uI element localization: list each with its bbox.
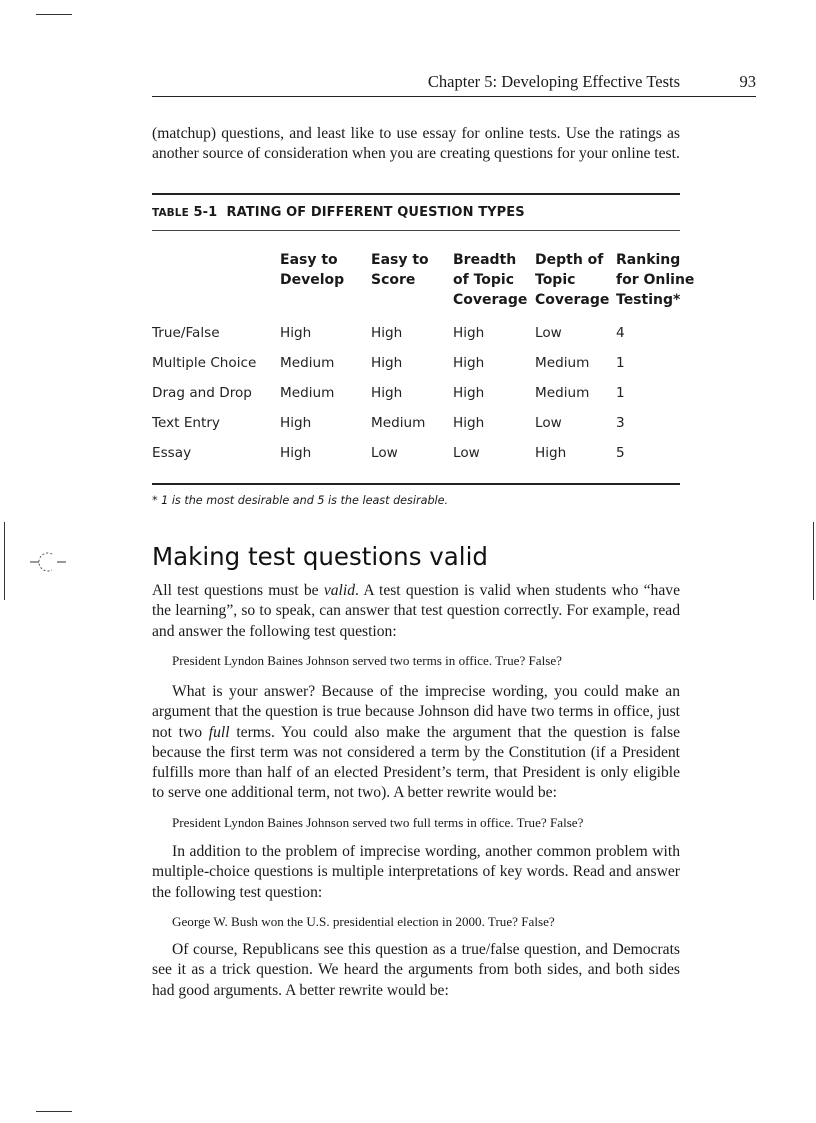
column-header-ranking: Ranking for Online Testing* [616,252,695,308]
body-paragraph-1 [152,581,680,642]
table-caption [152,205,525,220]
table-cell: Low [371,445,398,461]
page-number: 93 [739,72,756,91]
table-cell: High [371,355,403,371]
text-run: All test questions must be [152,582,324,599]
table-cell: Low [535,325,562,341]
example-question-1: President Lyndon Baines Johnson served two terms in office. True? False? [172,653,562,668]
table-cell: 5 [616,445,625,461]
body-paragraph-3: In addition to the problem of imprecise wording, another common problem with multiple-choice questions is multiple interpretations of key words. Read and answer the following test question: [152,843,680,901]
table-cell: Low [535,415,562,431]
row-label-text-entry: Text Entry [152,415,220,431]
table-caption-number: 5-1 [193,205,218,220]
registration-mark-icon [30,550,66,574]
table-cell: High [280,415,312,431]
section-heading: Making test questions valid [152,542,488,571]
table-cell: High [453,325,485,341]
table-cell: Low [453,445,480,461]
body-paragraph-4: Of course, Republicans see this question as a true/false question, and Democrats see it as a trick question. We heard the arguments from both sides, and both sides had good arguments. A better rewrite would be: [152,941,680,999]
running-title: Chapter 5: Developing Effective Tests [427,72,680,91]
table-cell: High [371,325,403,341]
intro-paragraph: (matchup) questions, and least like to use essay for online tests. Use the ratings as another source of consideration when you are creating questions for your online test. [152,125,680,163]
table-top-rule [152,193,680,195]
table-cell: High [280,445,312,461]
emphasis-full: full [208,723,230,741]
crop-mark-bottom [36,1111,72,1112]
body-paragraph-2 [152,682,680,804]
table-cell: 4 [616,325,625,341]
row-label-essay: Essay [152,445,192,461]
column-header-easy-to-develop: Easy to Develop [280,252,345,288]
table-cell: 1 [616,385,625,401]
table-cell: Medium [280,385,335,401]
table-caption-title: RATING OF DIFFERENT QUESTION TYPES [226,205,525,220]
table-cell: High [453,415,485,431]
table-cell: High [453,355,485,371]
column-header-breadth: Breadth of Topic Coverage [453,252,528,308]
emphasis-valid: valid [323,582,356,599]
table-bottom-rule [152,483,680,485]
text-run: terms. You could also make the argument that the question is false because the first term was not considered a term by the Constitution (if a President fulfills more than half of an elected President’s term, that President is only eligible to serve one additional term, not two). A better rewrite would be: [152,723,680,802]
row-label-drag-and-drop: Drag and Drop [152,385,252,401]
example-question-2: President Lyndon Baines Johnson served two full terms in office. True? False? [172,815,584,830]
table-cell: 3 [616,415,625,431]
running-header [152,72,756,97]
table-cell: High [453,385,485,401]
table-cell: High [535,445,567,461]
text-run: . A test question is valid when students who “have the learning”, so to speak, can answer that test question correctly. For example, read and answer the following test question: [152,582,680,640]
row-label-multiple-choice: Multiple Choice [152,355,257,371]
crop-mark-left [4,522,5,600]
example-question-3: George W. Bush won the U.S. presidential election in 2000. True? False? [172,914,555,929]
table-cell: Medium [371,415,426,431]
text-run: What is your answer? Because of the imprecise wording, you could make an argument that the question is true because Johnson did have two terms in office, just not two [152,683,680,741]
table-cell: High [371,385,403,401]
crop-mark-right [813,522,814,600]
table-cell: High [280,325,312,341]
table-cell: Medium [535,355,590,371]
table-footnote: * 1 is the most desirable and 5 is the least desirable. [152,494,449,507]
table-cell: Medium [280,355,335,371]
crop-mark-top [36,14,72,15]
table-caption-label: TABLE [152,207,189,219]
table-cell: Medium [535,385,590,401]
column-header-depth: Depth of Topic Coverage [535,252,610,308]
table-cell: 1 [616,355,625,371]
column-header-easy-to-score: Easy to Score [371,252,429,288]
row-label-true-false: True/False [152,325,220,341]
table-caption-rule [152,230,680,231]
